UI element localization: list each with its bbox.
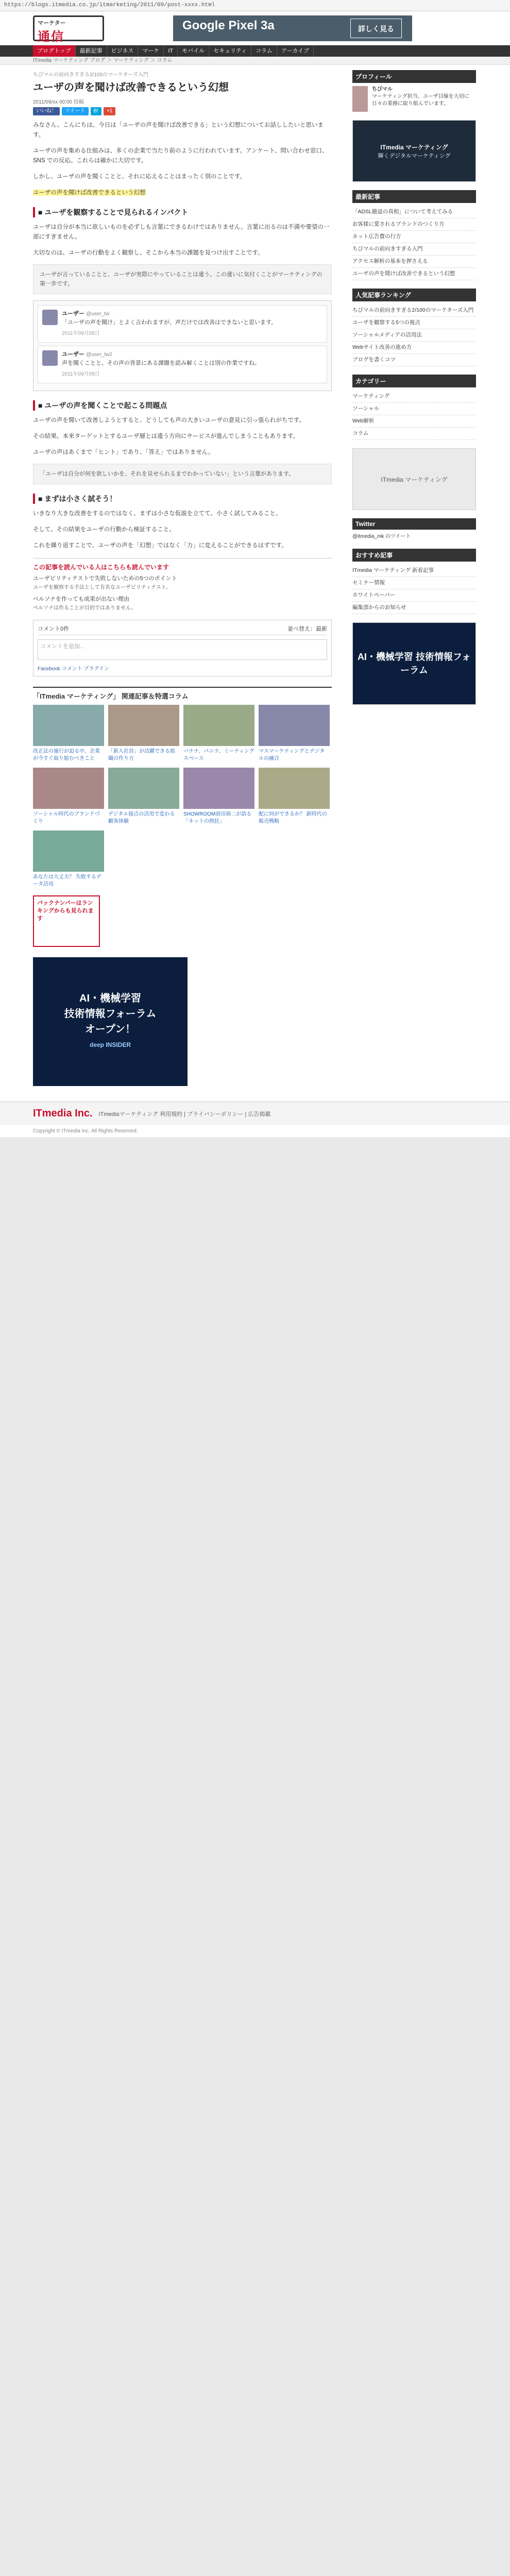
column-card-title[interactable]: 改正法の施行が迫る中、企業が今すぐ取り組むべきこと: [33, 749, 100, 761]
sidebar-ad[interactable]: [352, 448, 476, 510]
related-item-title[interactable]: ペルソナを作っても成果が出ない理由: [33, 596, 129, 602]
paragraph: 大切なのは、ユーザの行動をよく観察し、そこから本当の課題を見つけ出すことです。: [33, 250, 264, 256]
paragraph: ユーザの声を集める仕組みは、多くの企業で当たり前のように行われています。アンケート、問い合わせ窓口、SNS での反応。これらは確かに大切です。: [33, 148, 328, 164]
recommend-item[interactable]: セミナー情報: [352, 577, 476, 589]
avatar: [42, 350, 58, 366]
tweet-button[interactable]: ツイート: [62, 107, 89, 115]
quote-block: ユーザが言っていることと、ユーザが実際にやっていることは違う。この違いに気付くことがマーケティングの第一歩です。: [33, 264, 332, 294]
recommend-item[interactable]: ホワイトペーパー: [352, 589, 476, 602]
avatar: [42, 310, 58, 325]
section-heading: ■ ユーザの声を聞くことで起こる問題点: [33, 400, 332, 411]
paragraph: いきなり大きな改善をするのではなく、まずは小さな仮説を立てて、小さく試してみること。: [33, 511, 282, 517]
ranking-item[interactable]: ブログを書くコツ: [352, 354, 476, 366]
ranking-head: 人気記事ランキング: [352, 289, 476, 301]
column-card[interactable]: [33, 831, 104, 888]
tweet-handle[interactable]: @user_tw: [86, 311, 110, 317]
category-item[interactable]: コラム: [352, 428, 476, 440]
category-head: カテゴリー: [352, 375, 476, 387]
banner-button[interactable]: 詳しく見る: [350, 19, 402, 38]
tweet-text: 「ユーザの声を聞け」とよく言われますが、声だけでは改善はできないと思います。: [62, 319, 277, 326]
nav-item-marketing[interactable]: マーケ: [138, 45, 164, 57]
footer-ad-banner[interactable]: [33, 957, 188, 1086]
google-plus-button[interactable]: +1: [104, 107, 115, 115]
paragraph: ユーザは自分が本当に欲しいものを必ずしも言葉にできるわけではありません。言葉に出るのは不満や要望の一部にすぎません。: [33, 224, 330, 240]
column-card-title[interactable]: マスマーケティングとデジタルの融合: [259, 749, 325, 761]
paragraph: ユーザの声を聞いて改善しようとすると、どうしても声の大きいユーザの意見に引っ張られがちです。: [33, 417, 305, 423]
facebook-plugin-label[interactable]: Facebook コメント プラグイン: [38, 666, 109, 672]
quote-block: 「ユーザは自分が何を欲しいかを、それを見せられるまでわかっていない」という言葉があります。: [33, 464, 332, 484]
related-item[interactable]: [33, 595, 332, 613]
nav-item-business[interactable]: ビジネス: [107, 45, 139, 57]
paragraph: そして、その結果をユーザの行動から検証すること。: [33, 527, 175, 533]
tweet-handle[interactable]: @user_tw2: [86, 352, 112, 358]
sidebar-ad[interactable]: [352, 622, 476, 705]
tweet-user: ユーザー: [62, 351, 84, 358]
related-item-desc: ユーザを観察する手法として有名なユーザビリティテスト。: [33, 585, 171, 590]
latest-item[interactable]: ネット広告費の行方: [352, 231, 476, 243]
column-section: [33, 687, 332, 888]
tweet-date[interactable]: 2011年09月05日: [62, 331, 100, 336]
site-logo[interactable]: [33, 15, 104, 44]
article-meta: 2011/09/xx 00:00 投稿: [33, 99, 84, 105]
column-card[interactable]: [108, 705, 179, 762]
column-grid: [33, 705, 332, 762]
logo-line2: 通信: [38, 30, 64, 44]
related-item-title[interactable]: ユーザビリティテストで失敗しないための5つのポイント: [33, 575, 177, 582]
sidebar-ad-banner[interactable]: [352, 120, 476, 182]
nav-item-security[interactable]: セキュリティ: [209, 45, 251, 57]
column-card-title[interactable]: SHOWROOM前田裕二が語る「ネットの熱狂」: [183, 811, 252, 824]
column-grid: [33, 831, 332, 888]
nav-item-archive[interactable]: アーカイブ: [277, 45, 314, 57]
recommend-item[interactable]: ITmedia マーケティング 新着記事: [352, 565, 476, 577]
section-heading: ■ まずは小さく試そう！: [33, 494, 332, 504]
paragraph: みなさん、こんにちは。今日は「ユーザの声を聞けば改善できる」という幻想についてお話ししたいと思います。: [33, 122, 324, 138]
footer-links[interactable]: ITmediaマーケティング 利用規約 | プライバシーポリシー | 広告掲載: [98, 1111, 271, 1117]
section-heading: ■ ユーザを観察することで見られるインパクト: [33, 207, 332, 217]
nav-item-it[interactable]: IT: [164, 45, 178, 57]
ranking-box: [352, 289, 476, 366]
profile-box: [352, 70, 476, 112]
embedded-tweet[interactable]: [38, 346, 327, 383]
latest-item[interactable]: 「ADSL撤退の真相」について考えてみる: [352, 206, 476, 218]
sidebar: [352, 70, 476, 1086]
column-card[interactable]: [183, 768, 254, 825]
series-title[interactable]: ちびマルの前向きすぎる2/100のマーケターズ入門: [33, 72, 149, 78]
column-card-title[interactable]: バナナ、パニラ、ミーティングスペース: [183, 749, 254, 761]
nav-item-latest[interactable]: 最新記事: [76, 45, 107, 57]
comments-widget: [33, 620, 332, 676]
profile-head: プロフィール: [352, 70, 476, 83]
avatar: [352, 86, 368, 112]
column-card-title[interactable]: 「新入社員」が活躍できる組織の作り方: [108, 749, 175, 761]
facebook-like-button[interactable]: いいね！: [33, 107, 60, 115]
recommend-item[interactable]: 編集部からのお知らせ: [352, 602, 476, 614]
ranking-item[interactable]: ソーシャルメディアの活用法: [352, 329, 476, 342]
column-card-title[interactable]: ソーシャル時代のブランドづくり: [33, 811, 100, 824]
tweet-date[interactable]: 2011年09月05日: [62, 371, 100, 377]
article-title: ユーザの声を聞けば改善できるという幻想: [33, 82, 229, 93]
paragraph: これを繰り返すことで、ユーザの声を「幻想」ではなく「力」に変えることができるはずです。: [33, 543, 287, 549]
article-body: [33, 121, 332, 551]
twitter-text[interactable]: @itmedia_mk のツイート: [352, 534, 411, 539]
recommend-head: おすすめ記事: [352, 549, 476, 562]
page-container: [0, 11, 510, 1137]
nav-item-mobile[interactable]: モバイル: [178, 45, 209, 57]
latest-item[interactable]: ちびマルの前向きすぎる入門: [352, 243, 476, 256]
backnumber-box[interactable]: バックナンバーはランキングからも見られます: [33, 895, 100, 947]
embedded-tweet[interactable]: [38, 305, 327, 343]
column-grid: [33, 768, 332, 825]
nav-item-column[interactable]: コラム: [251, 45, 277, 57]
ranking-item[interactable]: ユーザを観察する5つの視点: [352, 317, 476, 329]
content-layout: [0, 65, 510, 1086]
related-title: この記事を読んでいる人はこちらも読んでいます: [33, 564, 169, 571]
site-header: [0, 11, 510, 45]
footer-ad-line1: AI・機械学習: [79, 993, 141, 1004]
nav-item-top[interactable]: ブログトップ: [33, 45, 76, 57]
latest-articles-box: [352, 190, 476, 280]
banner-title: Google Pixel 3a: [182, 19, 275, 32]
comment-sort-select[interactable]: 並べ替え：最新: [287, 626, 327, 632]
paragraph: しかし、ユーザの声を聞くことと、それに応えることはまったく別のことです。: [33, 174, 246, 180]
hatena-bookmark-button[interactable]: B!: [91, 107, 101, 115]
breadcrumb[interactable]: ITmedia マーケティング ブログ ＞ マーケティング ＞ コラム: [0, 57, 510, 65]
paragraph: ユーザの声はあくまで「ヒント」であり、「答え」ではありません。: [33, 449, 214, 455]
related-item[interactable]: [33, 574, 332, 592]
related-item-desc: ペルソナは作ることが目的ではありません。: [33, 605, 137, 611]
header-banner-ad[interactable]: [173, 15, 412, 41]
tweet-text: 声を聞くことと、その声の背景にある課題を読み解くことは別の作業ですね。: [62, 360, 260, 366]
column-card[interactable]: [108, 768, 179, 825]
ranking-item[interactable]: Webサイト改善の進め方: [352, 342, 476, 354]
url-bar[interactable]: https://blogs.itmedia.co.jp/itmarketing/2011/09/post-xxxx.html: [0, 0, 510, 11]
category-item[interactable]: ソーシャル: [352, 403, 476, 415]
footer-ad-line2: 技術情報フォーラム: [64, 1008, 157, 1020]
column-card[interactable]: [33, 768, 104, 825]
footer-ad-sub: deep INSIDER: [89, 1041, 131, 1048]
sidebar-ad-banner[interactable]: AI・機械学習 技術情報フォーラム: [352, 622, 476, 705]
latest-head: 最新記事: [352, 190, 476, 203]
ad-subtitle: 輝くデジタルマーケティング: [378, 152, 451, 159]
recommend-box: [352, 549, 476, 614]
twitter-head: Twitter: [352, 518, 476, 530]
column-card[interactable]: [183, 705, 254, 762]
ad-title: ITmedia マーケティング: [380, 143, 448, 151]
itmedia-logo[interactable]: ITmedia Inc.: [33, 1108, 93, 1119]
related-articles: [33, 558, 332, 613]
column-section-title: 「ITmedia マーケティング」 関連記事＆特選コラム: [33, 692, 189, 700]
twitter-box: [352, 518, 476, 540]
highlight-text: ユーザの声を聞けば改善できるという幻想: [33, 190, 146, 196]
copyright: Copyright © ITmedia Inc. All Rights Reserved.: [33, 1128, 138, 1134]
profile-name[interactable]: ちびマル: [371, 87, 393, 92]
share-buttons: [33, 107, 332, 115]
logo-line1: マーケター: [38, 20, 66, 26]
main-column: [33, 70, 332, 1086]
tweet-user: ユーザー: [62, 311, 84, 317]
category-item[interactable]: Web解析: [352, 415, 476, 428]
footer-ad-line3: オープン！: [84, 1024, 136, 1035]
category-item[interactable]: マーケティング: [352, 391, 476, 403]
sidebar-ad-banner[interactable]: ITmedia マーケティング: [352, 448, 476, 510]
comment-count: コメント0件: [38, 626, 70, 632]
latest-item[interactable]: アクセス解析の基本を押さえる: [352, 256, 476, 268]
paragraph: その結果、本来ターゲットとするユーザ層とは違う方向にサービスが進んでしまうこともあります。: [33, 433, 299, 439]
profile-desc: マーケティング担当。ユーザ目線を大切に日々の業務に取り組んでいます。: [371, 94, 469, 107]
column-card[interactable]: [33, 705, 104, 762]
column-card[interactable]: [259, 705, 330, 762]
global-nav: [0, 45, 510, 57]
tweet-embed-block: [33, 300, 332, 391]
latest-item[interactable]: お客様に愛されるブランドのつくり方: [352, 218, 476, 231]
comment-input[interactable]: コメントを追加...: [38, 639, 327, 660]
ranking-item[interactable]: ちびマルの前向きすぎる2/100のマーケターズ入門: [352, 304, 476, 317]
column-card[interactable]: [259, 768, 330, 825]
sidebar-ad[interactable]: [352, 120, 476, 182]
site-footer: [0, 1101, 510, 1125]
category-box: [352, 375, 476, 440]
column-card-title[interactable]: 配に何ができるか？ 新時代の販売戦略: [259, 811, 327, 824]
column-card-title[interactable]: あなたは大丈夫？ 失敗するデータ活用: [33, 874, 101, 887]
column-card-title[interactable]: デジタル接点の活用で変わる顧客体験: [108, 811, 175, 824]
latest-item[interactable]: ユーザの声を聞けば改善できるという幻想: [352, 268, 476, 280]
